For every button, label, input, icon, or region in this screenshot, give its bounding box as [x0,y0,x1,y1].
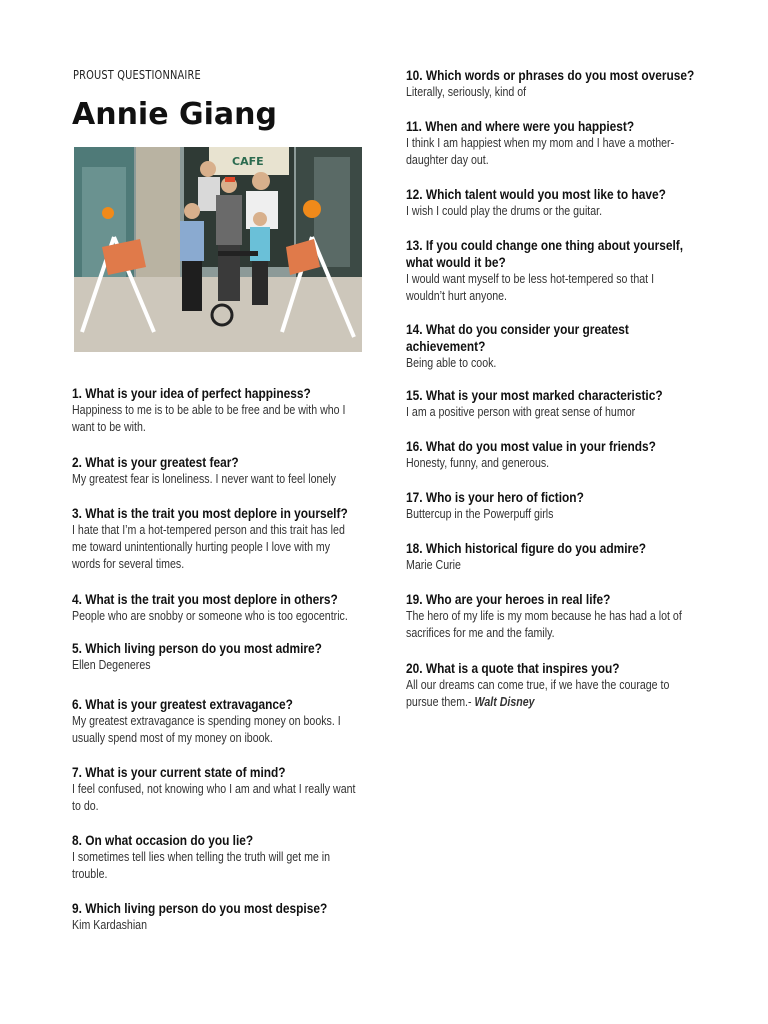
question-1: 1. What is your idea of perfect happiness? [72,385,311,401]
answer-5: Ellen Degeneres [72,658,151,672]
answer-8: I sometimes tell lies when telling the truth will get me in trouble. [72,850,331,881]
answer-9: Kim Kardashian [72,918,148,932]
question-3: 3. What is the trait you most deplore in yourself? [72,505,348,521]
answer-20 [406,677,695,711]
question-20: 20. What is a quote that inspires you? [406,660,620,676]
answer-17: Buttercup in the Powerpuff girls [406,507,554,521]
answer-1: Happiness to me is to be able to be free and be with who I want to be with. [72,403,346,434]
question-7: 7. What is your current state of mind? [72,764,286,780]
question-6: 6. What is your greatest extravagance? [72,696,293,712]
family-photo [74,147,362,352]
answer-11: I think I am happiest when my mom and I have a mother-daughter day out. [406,136,675,167]
answer-4: People who are snobby or someone who is too egocentric. [72,609,348,623]
answer-15: I am a positive person with great sense of humor [406,405,636,419]
question-9: 9. Which living person do you most despise? [72,900,328,916]
answer-12: I wish I could play the drums or the guitar. [406,204,603,218]
question-14: 14. What do you consider your greatest achievement? [406,321,629,354]
answer-16: Honesty, funny, and generous. [406,456,550,470]
question-13: 13. If you could change one thing about yourself, what would it be? [406,237,684,270]
answer-10: Literally, seriously, kind of [406,85,527,99]
question-10: 10. Which words or phrases do you most overuse? [406,67,695,83]
cafe-sign-text: CAFE [232,155,264,168]
question-5: 5. Which living person do you most admire? [72,640,322,656]
answer-14: Being able to cook. [406,356,497,370]
answer-2: My greatest fear is loneliness. I never want to feel lonely [72,472,336,486]
question-8: 8. On what occasion do you lie? [72,832,254,848]
question-18: 18. Which historical figure do you admire? [406,540,647,556]
answer-6: My greatest extravagance is spending money on books. I usually spend most of my money on ibook. [72,714,341,745]
answer-19: The hero of my life is my mom because he has had a lot of sacrifices for me and the family. [406,609,682,640]
question-19: 19. Who are your heroes in real life? [406,591,611,607]
question-12: 12. Which talent would you most like to have? [406,186,666,202]
question-4: 4. What is the trait you most deplore in others? [72,591,338,607]
answer-3: I hate that I’m a hot-tempered person and this trait has led me toward unintentionally hurting people I love with my words for several times. [72,523,345,571]
question-15: 15. What is your most marked characteristic? [406,387,663,403]
answer-13: I would want myself to be less hot-tempered so that I wouldn’t hurt anyone. [406,272,655,303]
quote-author: Walt Disney [474,695,535,709]
question-17: 17. Who is your hero of fiction? [406,489,584,505]
question-11: 11. When and where were you happiest? [406,118,635,134]
answer-18: Marie Curie [406,558,461,572]
question-2: 2. What is your greatest fear? [72,454,239,470]
page-title: Annie Giang [72,97,277,132]
quote-text: All our dreams can come true, if we have the courage to pursue them.- [406,678,670,709]
answer-7: I feel confused, not knowing who I am and what I really want to do. [72,782,356,813]
eyebrow-label: PROUST QUESTIONNAIRE [73,68,201,82]
question-16: 16. What do you most value in your friends? [406,438,656,454]
